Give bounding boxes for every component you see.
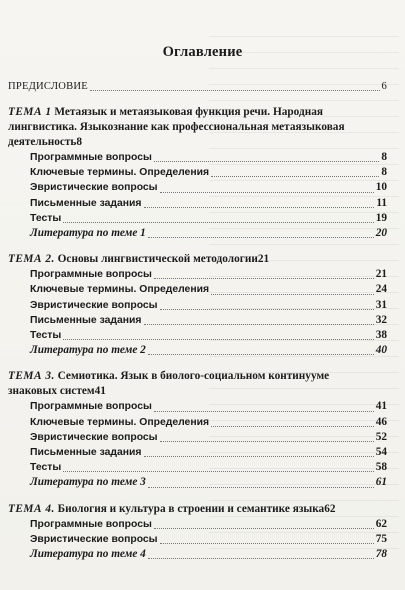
toc-page-number: 24 — [375, 283, 387, 296]
toc-subentry-label: Письменные задания — [30, 447, 142, 459]
topic-title: Основы лингвистической методологии — [57, 253, 258, 266]
dot-leader — [148, 487, 374, 488]
toc-page-number: 32 — [375, 313, 387, 326]
toc-subentry-label: Тесты — [30, 212, 62, 224]
toc-subentry[interactable] — [8, 430, 387, 445]
toc-page-number: 19 — [375, 211, 387, 224]
toc-page-number: 75 — [375, 532, 387, 545]
toc-subentry[interactable] — [8, 399, 387, 414]
topic-number: ТЕМА 3. — [8, 370, 55, 383]
topic-title: Метаязык и метаязыковая функция речи. Народная — [54, 106, 323, 118]
topic-title-text — [8, 135, 76, 150]
toc-subentry[interactable] — [8, 226, 387, 241]
toc-entry-label: ПРЕДИСЛОВИЕ — [8, 81, 88, 92]
toc-subentry[interactable] — [8, 298, 387, 313]
toc-page-number: 21 — [375, 268, 387, 281]
toc-subentry[interactable] — [8, 343, 387, 358]
toc-subentry-label: Литература по теме 2 — [30, 344, 146, 357]
toc-subentry[interactable] — [8, 282, 387, 297]
toc-entry-preface[interactable] — [8, 79, 387, 94]
topic-title: деятельность — [8, 136, 77, 148]
toc-page-number: 41 — [94, 385, 106, 398]
toc-subentry-label: Ключевые термины. Определения — [30, 284, 210, 296]
toc-subentry-label: Программные вопросы — [30, 152, 152, 163]
topic-title-text — [8, 502, 324, 517]
toc-subentry-label: Тесты — [30, 330, 62, 342]
dot-leader — [211, 176, 379, 177]
toc-page-number: 62 — [324, 502, 336, 515]
dot-leader — [63, 222, 373, 223]
topic-title-line — [8, 252, 387, 267]
toc-page-number: 20 — [375, 227, 387, 240]
topic-title-line — [8, 369, 387, 384]
toc-subentry[interactable] — [8, 532, 387, 547]
dot-leader — [144, 456, 374, 457]
toc-subentry-label: Эвристические вопросы — [30, 533, 158, 545]
toc-page-number: 8 — [381, 166, 387, 179]
toc-page-number: 21 — [257, 253, 270, 266]
topic-number: ТЕМА 1 — [8, 106, 52, 118]
toc-subentry[interactable] — [8, 180, 387, 195]
toc-topic-1[interactable] — [8, 105, 387, 241]
toc-page-number: 41 — [375, 400, 387, 413]
toc-subentry[interactable] — [8, 328, 387, 343]
topic-title-line — [8, 120, 387, 135]
toc-subentry[interactable] — [8, 267, 387, 282]
dot-leader — [63, 339, 373, 340]
dot-leader — [144, 207, 375, 208]
toc-page-number: 8 — [381, 151, 387, 163]
toc-subentry[interactable] — [8, 196, 387, 211]
dot-leader — [154, 278, 374, 279]
toc-page-number: 54 — [375, 446, 387, 459]
toc-subentry-label: Литература по теме 4 — [30, 548, 146, 561]
dot-leader — [160, 543, 374, 544]
dot-leader — [154, 161, 379, 162]
toc-subentry[interactable] — [8, 460, 387, 475]
dot-leader — [148, 237, 374, 238]
topic-title: Биология и культура в строении и семантике языка — [57, 502, 325, 515]
topic-title-text — [8, 384, 95, 399]
topic-title-line — [8, 135, 387, 150]
dot-leader — [154, 411, 374, 412]
toc-topic-4[interactable] — [8, 502, 387, 563]
toc-subentry[interactable] — [8, 445, 387, 460]
page-title: Оглавление — [162, 44, 243, 60]
dot-leader — [154, 528, 374, 529]
toc-page-number: 61 — [375, 476, 387, 489]
dot-leader — [160, 309, 374, 310]
topic-title: Семиотика. Язык в биолого-социальном континууме — [57, 370, 330, 383]
topic-number: ТЕМА 2. — [8, 253, 55, 266]
dot-leader — [148, 354, 374, 355]
toc-subentry-label: Эвристические вопросы — [30, 431, 158, 443]
toc-page-number: 78 — [375, 548, 387, 561]
toc-subentry[interactable] — [8, 211, 387, 226]
topic-title: лингвистика. Языкознание как профессиональная метаязыковая — [8, 121, 345, 133]
dot-leader — [144, 324, 374, 325]
dot-leader — [211, 426, 374, 427]
toc-subentry[interactable] — [8, 165, 387, 180]
toc-subentry-label: Письменные задания — [30, 314, 142, 326]
toc-topic-2[interactable] — [8, 252, 387, 358]
dot-leader — [63, 471, 373, 472]
dot-leader — [160, 192, 374, 193]
topic-title-line — [8, 384, 387, 399]
toc-subentry-label: Ключевые термины. Определения — [30, 416, 210, 428]
dot-leader — [90, 90, 380, 91]
toc-subentry-label: Письменные задания — [30, 197, 142, 209]
toc-page-number: 8 — [76, 136, 83, 148]
topic-number: ТЕМА 4. — [8, 502, 55, 515]
table-of-contents — [8, 79, 387, 562]
topic-title-text — [8, 105, 323, 120]
toc-subentry[interactable] — [8, 547, 387, 562]
toc-topic-3[interactable] — [8, 369, 387, 490]
topic-title-text — [8, 369, 329, 384]
toc-page-number: 38 — [375, 329, 387, 342]
dot-leader — [148, 558, 374, 559]
toc-subentry[interactable] — [8, 150, 387, 165]
toc-page-number: 58 — [375, 461, 387, 474]
toc-subentry-label: Эвристические вопросы — [30, 299, 158, 311]
toc-subentry-label: Литература по теме 1 — [30, 227, 146, 240]
dot-leader — [160, 441, 374, 442]
toc-subentry[interactable] — [8, 313, 387, 328]
toc-page-number: 10 — [375, 181, 387, 194]
topic-title-line — [8, 502, 387, 517]
toc-page-number: 46 — [375, 415, 387, 428]
toc-page-number: 40 — [375, 344, 387, 357]
toc-subentry[interactable] — [8, 415, 387, 430]
toc-page-number: 6 — [381, 81, 387, 92]
toc-page-number: 62 — [375, 517, 387, 530]
topic-title-text — [8, 252, 258, 267]
toc-subentry-label: Ключевые термины. Определения — [30, 167, 210, 179]
topic-title: знаковых систем — [8, 385, 95, 398]
toc-page-number: 31 — [375, 298, 387, 311]
topic-title-text — [8, 120, 345, 135]
toc-subentry-label: Программные вопросы — [30, 518, 152, 530]
toc-subentry[interactable] — [8, 517, 387, 532]
toc-subentry-label: Эвристические вопросы — [30, 182, 158, 194]
topic-title-line — [8, 105, 387, 120]
toc-page-number: 52 — [375, 430, 387, 443]
dot-leader — [211, 294, 374, 295]
toc-page-number: 11 — [376, 196, 387, 209]
toc-subentry-label: Литература по теме 3 — [30, 476, 146, 489]
toc-subentry[interactable] — [8, 475, 387, 490]
toc-subentry-label: Программные вопросы — [30, 401, 152, 413]
toc-subentry-label: Тесты — [30, 462, 62, 474]
toc-subentry-label: Программные вопросы — [30, 269, 152, 281]
